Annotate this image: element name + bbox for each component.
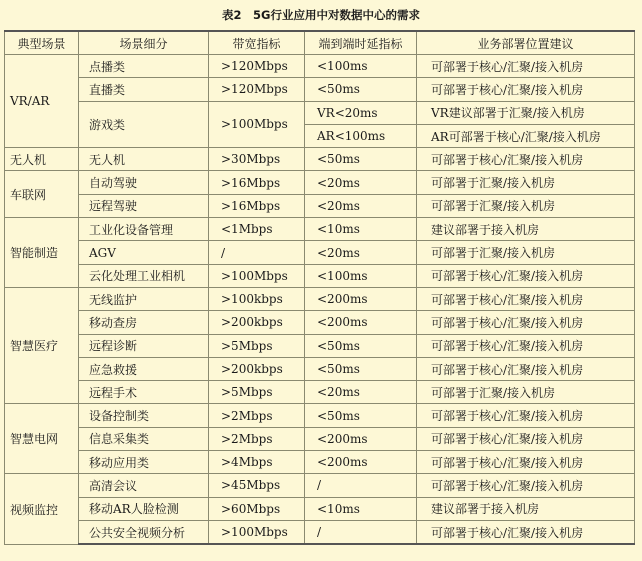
bandwidth-cell: >4Mbps <box>209 451 305 474</box>
table-row <box>5 264 635 287</box>
table-row <box>5 311 635 334</box>
deployment-cell: 建议部署于接入机房 <box>417 497 635 520</box>
table-row <box>5 171 635 194</box>
bandwidth-cell: >60Mbps <box>209 497 305 520</box>
header-subscene: 场景细分 <box>79 31 209 55</box>
latency-cell: <50ms <box>305 357 417 380</box>
latency-cell: <50ms <box>305 78 417 101</box>
subscene-cell: 公共安全视频分析 <box>79 520 209 544</box>
subscene-cell: 无人机 <box>79 148 209 171</box>
deployment-cell: 可部署于核心/汇聚/接入机房 <box>417 451 635 474</box>
subscene-cell: 云化处理工业相机 <box>79 264 209 287</box>
scene-cell: VR/AR <box>5 55 79 148</box>
subscene-cell: 移动AR人脸检测 <box>79 497 209 520</box>
bandwidth-cell: >16Mbps <box>209 171 305 194</box>
scene-cell: 智慧医疗 <box>5 287 79 403</box>
table-row <box>5 55 635 78</box>
header-bandwidth: 带宽指标 <box>209 31 305 55</box>
bandwidth-cell: >100kbps <box>209 287 305 310</box>
table-row <box>5 334 635 357</box>
scene-cell: 智慧电网 <box>5 404 79 474</box>
table-body <box>5 55 635 545</box>
header-scene: 典型场景 <box>5 31 79 55</box>
bandwidth-cell: >2Mbps <box>209 427 305 450</box>
deployment-cell: 可部署于核心/汇聚/接入机房 <box>417 264 635 287</box>
subscene-cell: 高清会议 <box>79 474 209 497</box>
subscene-cell: 游戏类 <box>79 101 209 148</box>
deployment-cell: 可部署于汇聚/接入机房 <box>417 194 635 217</box>
scene-cell: 无人机 <box>5 148 79 171</box>
bandwidth-cell: >200kbps <box>209 357 305 380</box>
bandwidth-cell: <1Mbps <box>209 218 305 241</box>
latency-cell: <200ms <box>305 427 417 450</box>
deployment-cell: 可部署于核心/汇聚/接入机房 <box>417 357 635 380</box>
latency-cell: <200ms <box>305 311 417 334</box>
latency-cell: <200ms <box>305 451 417 474</box>
subscene-cell: 信息采集类 <box>79 427 209 450</box>
deployment-cell: 可部署于核心/汇聚/接入机房 <box>417 55 635 78</box>
deployment-cell: 可部署于核心/汇聚/接入机房 <box>417 520 635 544</box>
deployment-cell: 可部署于汇聚/接入机房 <box>417 241 635 264</box>
bandwidth-cell: >5Mbps <box>209 334 305 357</box>
table-caption: 表2 5G行业应用中对数据中心的需求 <box>222 8 420 22</box>
latency-cell: <100ms <box>305 264 417 287</box>
latency-cell: <50ms <box>305 404 417 427</box>
deployment-cell: 可部署于核心/汇聚/接入机房 <box>417 334 635 357</box>
latency-cell: <10ms <box>305 218 417 241</box>
bandwidth-cell: >5Mbps <box>209 381 305 404</box>
table-row <box>5 427 635 450</box>
table-row <box>5 218 635 241</box>
deployment-cell: 可部署于核心/汇聚/接入机房 <box>417 78 635 101</box>
bandwidth-cell: / <box>209 241 305 264</box>
scene-cell: 车联网 <box>5 171 79 218</box>
requirements-table <box>4 30 635 545</box>
deployment-cell: AR可部署于核心/汇聚/接入机房 <box>417 124 635 147</box>
bandwidth-cell: >2Mbps <box>209 404 305 427</box>
deployment-cell: 可部署于汇聚/接入机房 <box>417 381 635 404</box>
deployment-cell: VR建议部署于汇聚/接入机房 <box>417 101 635 124</box>
latency-cell: <20ms <box>305 171 417 194</box>
subscene-cell: 远程手术 <box>79 381 209 404</box>
latency-cell: <20ms <box>305 241 417 264</box>
table-row <box>5 241 635 264</box>
latency-cell: AR<100ms <box>305 124 417 147</box>
subscene-cell: 应急救援 <box>79 357 209 380</box>
table-row <box>5 474 635 497</box>
header-latency: 端到端时延指标 <box>305 31 417 55</box>
table-row <box>5 497 635 520</box>
deployment-cell: 可部署于核心/汇聚/接入机房 <box>417 427 635 450</box>
deployment-cell: 可部署于汇聚/接入机房 <box>417 171 635 194</box>
latency-cell: / <box>305 474 417 497</box>
bandwidth-cell: >120Mbps <box>209 78 305 101</box>
latency-cell: <20ms <box>305 381 417 404</box>
subscene-cell: 远程诊断 <box>79 334 209 357</box>
header-row <box>5 31 635 55</box>
deployment-cell: 可部署于核心/汇聚/接入机房 <box>417 474 635 497</box>
latency-cell: <20ms <box>305 194 417 217</box>
table-row <box>5 194 635 217</box>
subscene-cell: 点播类 <box>79 55 209 78</box>
bandwidth-cell: >30Mbps <box>209 148 305 171</box>
subscene-cell: 自动驾驶 <box>79 171 209 194</box>
bandwidth-cell: >45Mbps <box>209 474 305 497</box>
bandwidth-cell: >100Mbps <box>209 264 305 287</box>
subscene-cell: 无线监护 <box>79 287 209 310</box>
bandwidth-cell: >100Mbps <box>209 101 305 148</box>
table-row <box>5 520 635 544</box>
subscene-cell: AGV <box>79 241 209 264</box>
table-row <box>5 451 635 474</box>
subscene-cell: 工业化设备管理 <box>79 218 209 241</box>
latency-cell: <50ms <box>305 334 417 357</box>
subscene-cell: 直播类 <box>79 78 209 101</box>
latency-cell: <100ms <box>305 55 417 78</box>
latency-cell: VR<20ms <box>305 101 417 124</box>
subscene-cell: 移动查房 <box>79 311 209 334</box>
subscene-cell: 远程驾驶 <box>79 194 209 217</box>
bandwidth-cell: >16Mbps <box>209 194 305 217</box>
deployment-cell: 可部署于核心/汇聚/接入机房 <box>417 287 635 310</box>
table-row <box>5 381 635 404</box>
deployment-cell: 可部署于核心/汇聚/接入机房 <box>417 148 635 171</box>
latency-cell: <50ms <box>305 148 417 171</box>
table-row <box>5 78 635 101</box>
latency-cell: <200ms <box>305 287 417 310</box>
subscene-cell: 移动应用类 <box>79 451 209 474</box>
latency-cell: <10ms <box>305 497 417 520</box>
table-row <box>5 357 635 380</box>
bandwidth-cell: >100Mbps <box>209 520 305 544</box>
table-row <box>5 101 635 124</box>
deployment-cell: 可部署于核心/汇聚/接入机房 <box>417 404 635 427</box>
scene-cell: 智能制造 <box>5 218 79 288</box>
deployment-cell: 建议部署于接入机房 <box>417 218 635 241</box>
table-row <box>5 404 635 427</box>
header-deployment: 业务部署位置建议 <box>417 31 635 55</box>
table-row <box>5 148 635 171</box>
subscene-cell: 设备控制类 <box>79 404 209 427</box>
bandwidth-cell: >200kbps <box>209 311 305 334</box>
deployment-cell: 可部署于核心/汇聚/接入机房 <box>417 311 635 334</box>
scene-cell: 视频监控 <box>5 474 79 544</box>
latency-cell: / <box>305 520 417 544</box>
bandwidth-cell: >120Mbps <box>209 55 305 78</box>
table-row <box>5 287 635 310</box>
